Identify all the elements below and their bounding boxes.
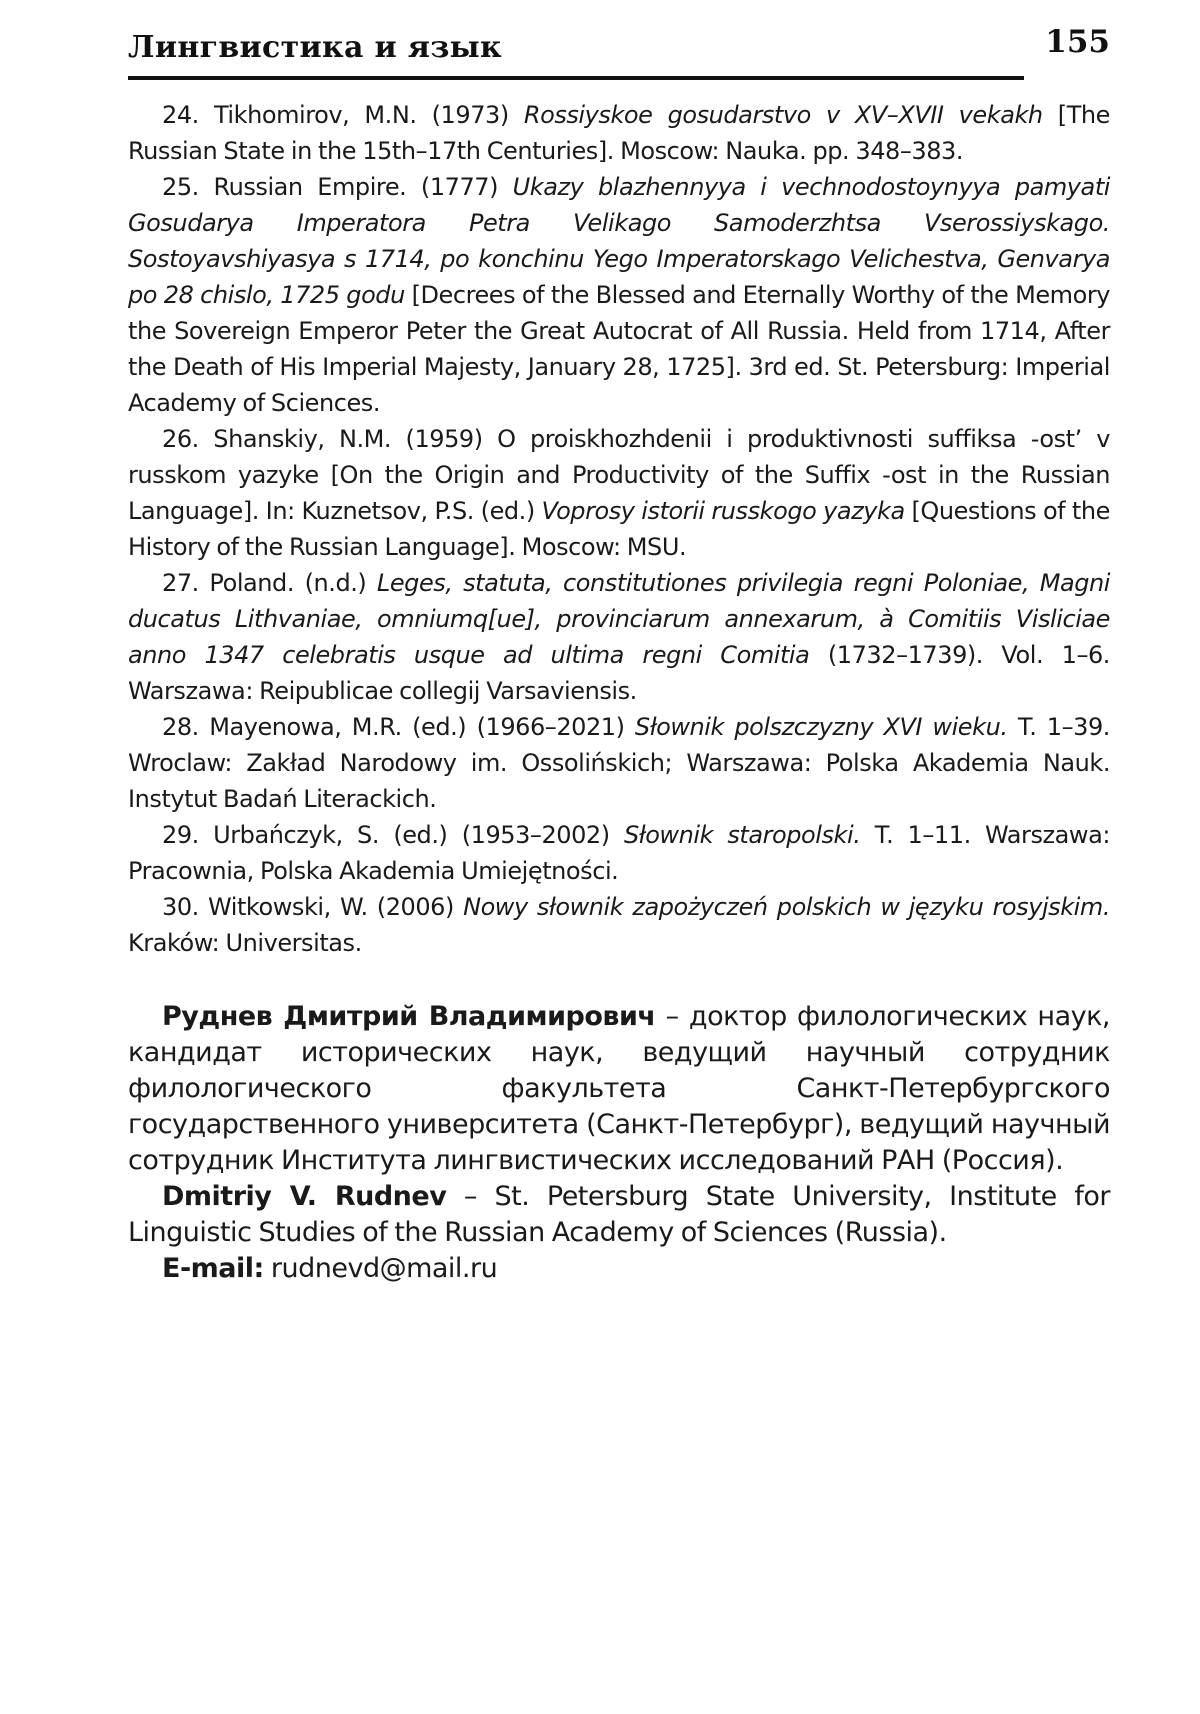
reference-number: 25. [162, 173, 199, 201]
reference-text: T. 1–11. Warszawa: Pracownia, Polska Akademia Umiejętności. [128, 821, 1110, 885]
reference-item-26 [128, 421, 1110, 565]
author-name-en: Dmitriy V. Rudnev [162, 1181, 447, 1212]
reference-text: Urbańczyk, S. (ed.) (1953–2002) [213, 821, 624, 849]
reference-title: Ukazy blazhennyya i vechnodostoynyya pamyati Gosudarya Imperatora Petra Velikago Samoderzhtsa Vserossiyskago. Sostoyavshiyasya s 1714, po konchinu Yego Imperatorskago Velichestva, Genvarya po 28 chislo, 1725 godu [128, 173, 1110, 309]
journal-page [128, 22, 1110, 1287]
reference-text: [The Russian State in the 15th–17th Centuries]. Moscow: Nauka. pp. 348–383. [128, 101, 1110, 165]
reference-title: Voprosy istorii russkogo yazyka [541, 497, 905, 525]
reference-text: T. 1–39. Wroclaw: Zakład Narodowy im. Ossolińskich; Warszawa: Polska Akademia Nauk. Instytut Badań Literackich. [128, 713, 1110, 813]
reference-title: Słownik staropolski. [623, 821, 861, 849]
reference-text: Mayenowa, M.R. (ed.) (1966–2021) [209, 713, 635, 741]
reference-item-28 [128, 709, 1110, 817]
author-info [128, 999, 1110, 1287]
author-name-ru: Руднев Дмитрий Владимирович [162, 1001, 656, 1032]
reference-number: 28. [162, 713, 199, 741]
reference-item-29 [128, 817, 1110, 889]
email-address: rudnevd@mail.ru [263, 1253, 498, 1284]
reference-number: 26. [162, 425, 199, 453]
reference-text: Shanskiy, N.M. (1959) O proiskhozhdenii i produktivnosti suffiksa -ost’ v russkom yazyke [On the Origin and Productivity of the Suffix -ost in the Russian Language]. In: Kuznetsov, P.S. (ed.) [128, 425, 1110, 525]
reference-title: Rossiyskoe gosudarstvo v XV–XVII vekakh [523, 101, 1043, 129]
reference-number: 30. [162, 893, 199, 921]
reference-title: Leges, statuta, constitutiones privilegia regni Poloniae, Magni ducatus Lithvaniae, omniumq[ue], provinciarum annexarum, à Comitiis Visliciae anno 1347 celebratis usque ad ultima regni Comitia [128, 569, 1110, 669]
author-bio-en [128, 1179, 1110, 1251]
author-description-en: – St. Petersburg State University, Institute for Linguistic Studies of the Russian Academy of Sciences (Russia). [128, 1181, 1111, 1248]
reference-text: [Decrees of the Blessed and Eternally Worthy of the Memory the Sovereign Emperor Peter the Great Autocrat of All Russia. Held from 1714, After the Death of His Imperial Majesty, January 28, 1725]. 3rd ed. St. Petersburg: Imperial Academy of Sciences. [128, 281, 1110, 417]
author-email [128, 1251, 1110, 1287]
reference-title: Nowy słownik zapożyczeń polskich w języku rosyjskim. [463, 893, 1110, 921]
page-header [128, 22, 1110, 78]
header-rule [128, 76, 1024, 80]
author-description-ru: – доктор филологических наук, кандидат исторических наук, ведущий научный сотрудник филологического факультета Санкт-Петербургского государственного университета (Санкт-Петербург), ведущий научный сотрудник Института лингвистических исследований РАН (Россия). [128, 1001, 1110, 1176]
reference-text: Witkowski, W. (2006) [207, 893, 464, 921]
reference-item-24 [128, 97, 1110, 169]
reference-text: Russian Empire. (1777) [213, 173, 513, 201]
reference-list [128, 97, 1110, 961]
reference-text: Tikhomirov, M.N. (1973) [213, 101, 524, 129]
reference-text: Poland. (n.d.) [209, 569, 377, 597]
reference-number: 24. [162, 101, 199, 129]
reference-item-25 [128, 169, 1110, 421]
author-bio-ru [128, 999, 1110, 1179]
reference-item-27 [128, 565, 1110, 709]
reference-number: 27. [162, 569, 199, 597]
running-title: Лингвистика и язык [128, 30, 503, 65]
reference-text: [Questions of the History of the Russian Language]. Moscow: MSU. [128, 497, 1110, 561]
reference-text: (1732–1739). Vol. 1–6. Warszawa: Reipublicae collegij Varsaviensis. [128, 641, 1110, 705]
page-number: 155 [1045, 24, 1110, 60]
email-label: E-mail: [162, 1253, 264, 1284]
reference-title: Słownik polszczyzny XVI wieku. [634, 713, 1008, 741]
reference-text: Kraków: Universitas. [128, 929, 362, 957]
reference-item-30 [128, 889, 1110, 961]
reference-number: 29. [162, 821, 199, 849]
